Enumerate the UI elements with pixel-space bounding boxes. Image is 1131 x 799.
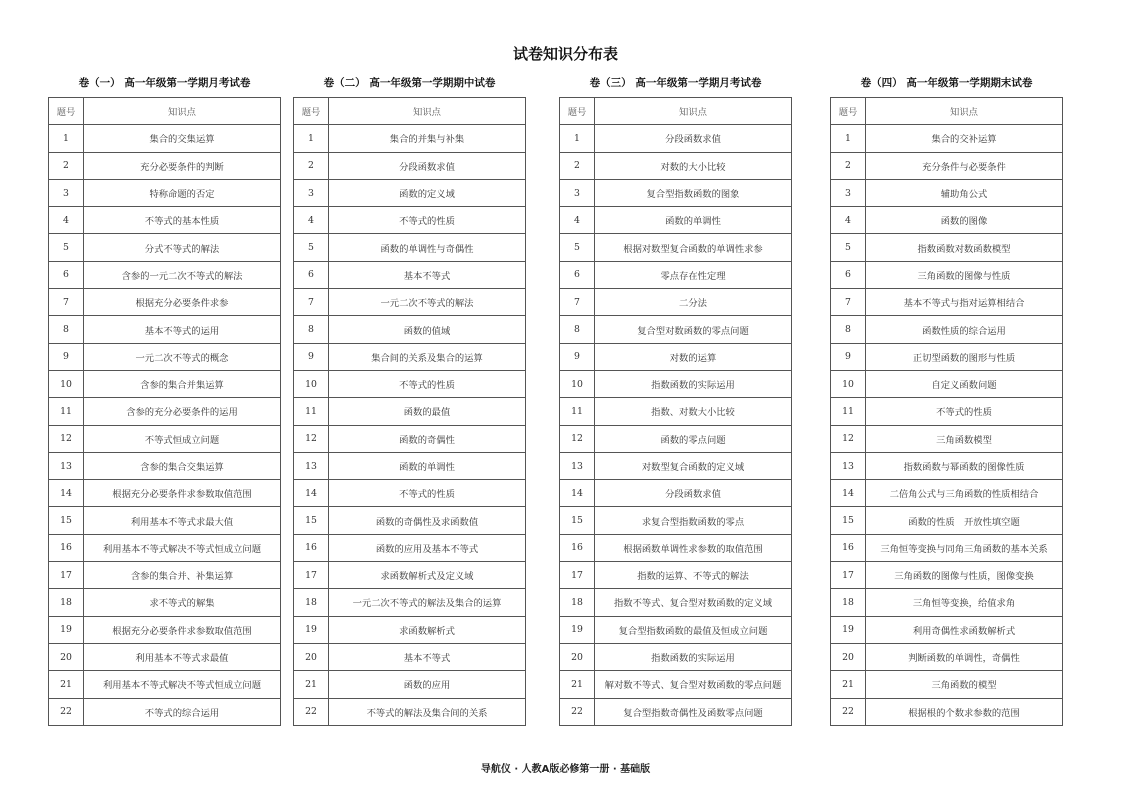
table-row [294,316,526,343]
knowledge-point: 一元二次不等式的解法 [329,289,526,316]
question-number: 20 [560,643,595,670]
question-number: 3 [294,179,329,206]
table-row [831,480,1063,507]
question-number: 8 [560,316,595,343]
table-row [49,534,281,561]
question-number: 1 [294,125,329,152]
table-row [294,261,526,288]
question-number: 10 [294,370,329,397]
question-number: 5 [560,234,595,261]
knowledge-point: 函数的应用 [329,671,526,698]
question-number: 12 [294,425,329,452]
table-row [49,398,281,425]
knowledge-point: 二分法 [595,289,792,316]
question-number: 2 [831,152,866,179]
exam-title: 卷（二） 高一年级第一学期期中试卷 [323,77,496,89]
question-number: 17 [49,562,84,589]
table-row [560,616,792,643]
table-row [560,125,792,152]
table-row [560,480,792,507]
knowledge-point: 根据充分必要条件求参数取值范围 [84,616,281,643]
question-number: 8 [49,316,84,343]
question-number: 10 [831,370,866,397]
knowledge-point: 根据充分必要条件求参数取值范围 [84,480,281,507]
knowledge-point: 一元二次不等式的解法及集合的运算 [329,589,526,616]
table-row [831,507,1063,534]
header-knowledge-point: 知识点 [595,98,792,125]
table-row [560,289,792,316]
table-row [49,289,281,316]
table-row [831,425,1063,452]
table-row [49,507,281,534]
question-number: 13 [49,452,84,479]
knowledge-point: 函数的值域 [329,316,526,343]
knowledge-point: 二倍角公式与三角函数的性质相结合 [866,480,1063,507]
question-number: 22 [294,698,329,725]
table-row [831,343,1063,370]
question-number: 14 [294,480,329,507]
question-number: 19 [49,616,84,643]
question-number: 11 [294,398,329,425]
knowledge-point: 函数的最值 [329,398,526,425]
knowledge-point: 函数的图像 [866,207,1063,234]
knowledge-point: 函数的奇偶性 [329,425,526,452]
question-number: 13 [831,452,866,479]
knowledge-point: 基本不等式的运用 [84,316,281,343]
exam-paper-4 [830,72,1063,726]
knowledge-point: 充分条件与必要条件 [866,152,1063,179]
knowledge-point: 利用基本不等式解决不等式恒成立问题 [84,671,281,698]
question-number: 1 [49,125,84,152]
knowledge-point: 根据根的个数求参数的范围 [866,698,1063,725]
table-row [294,125,526,152]
knowledge-point: 集合的并集与补集 [329,125,526,152]
knowledge-point: 指数、对数大小比较 [595,398,792,425]
table-row [560,698,792,725]
table-row [560,370,792,397]
knowledge-point: 判断函数的单调性，奇偶性 [866,643,1063,670]
table-row [49,370,281,397]
question-number: 15 [831,507,866,534]
table-row [831,671,1063,698]
knowledge-point: 含参的集合交集运算 [84,452,281,479]
question-number: 18 [49,589,84,616]
table-row [294,480,526,507]
knowledge-point: 不等式的性质 [866,398,1063,425]
question-number: 13 [560,452,595,479]
knowledge-point: 三角函数的图像与性质 [866,261,1063,288]
table-row [831,534,1063,561]
table-row [294,152,526,179]
table-row [831,562,1063,589]
knowledge-point: 根据函数单调性求参数的取值范围 [595,534,792,561]
question-number: 7 [560,289,595,316]
question-number: 7 [831,289,866,316]
table-row [294,207,526,234]
table-row [560,425,792,452]
knowledge-point: 解对数不等式、复合型对数函数的零点问题 [595,671,792,698]
knowledge-table [293,97,526,726]
knowledge-point: 对数的运算 [595,343,792,370]
table-row [294,234,526,261]
header-question-number: 题号 [294,98,329,125]
table-row [294,425,526,452]
question-number: 2 [560,152,595,179]
question-number: 18 [560,589,595,616]
table-row [560,562,792,589]
question-number: 20 [294,643,329,670]
question-number: 7 [294,289,329,316]
header-knowledge-point: 知识点 [866,98,1063,125]
table-row [294,589,526,616]
knowledge-point: 复合型指数函数的最值及恒成立问题 [595,616,792,643]
knowledge-point: 集合间的关系及集合的运算 [329,343,526,370]
knowledge-point: 含参的集合并、补集运算 [84,562,281,589]
exam-paper-2 [293,72,526,726]
table-row [831,616,1063,643]
question-number: 9 [294,343,329,370]
knowledge-point: 利用基本不等式求最大值 [84,507,281,534]
knowledge-point: 辅助角公式 [866,179,1063,206]
question-number: 4 [49,207,84,234]
knowledge-point: 指数的运算、不等式的解法 [595,562,792,589]
table-row [294,370,526,397]
question-number: 15 [49,507,84,534]
knowledge-point: 自定义函数问题 [866,370,1063,397]
question-number: 5 [294,234,329,261]
knowledge-point: 基本不等式 [329,643,526,670]
knowledge-point: 不等式的性质 [329,207,526,234]
question-number: 17 [294,562,329,589]
table-row [49,643,281,670]
table-row [831,289,1063,316]
knowledge-point: 不等式的基本性质 [84,207,281,234]
question-number: 4 [831,207,866,234]
table-row [831,589,1063,616]
question-number: 2 [49,152,84,179]
knowledge-point: 分段函数求值 [595,480,792,507]
knowledge-point: 函数的应用及基本不等式 [329,534,526,561]
question-number: 15 [294,507,329,534]
knowledge-point: 三角函数模型 [866,425,1063,452]
knowledge-point: 不等式的性质 [329,370,526,397]
knowledge-point: 分段函数求值 [595,125,792,152]
knowledge-point: 含参的一元二次不等式的解法 [84,261,281,288]
knowledge-point: 利用基本不等式求最值 [84,643,281,670]
question-number: 6 [831,261,866,288]
question-number: 9 [831,343,866,370]
table-row [560,316,792,343]
table-header-row [560,98,792,125]
header-knowledge-point: 知识点 [329,98,526,125]
knowledge-point: 求函数解析式 [329,616,526,643]
table-row [49,562,281,589]
question-number: 14 [49,480,84,507]
question-number: 1 [560,125,595,152]
page-title: 试卷知识分布表 [512,45,618,63]
table-header-row [49,98,281,125]
knowledge-point: 含参的充分必要条件的运用 [84,398,281,425]
question-number: 12 [831,425,866,452]
question-number: 19 [831,616,866,643]
table-row [560,589,792,616]
question-number: 10 [560,370,595,397]
table-row [49,425,281,452]
question-number: 5 [831,234,866,261]
exam-paper-3 [559,72,792,726]
question-number: 16 [49,534,84,561]
knowledge-point: 复合型指数奇偶性及函数零点问题 [595,698,792,725]
table-row [831,398,1063,425]
question-number: 14 [560,480,595,507]
table-row [49,480,281,507]
table-row [49,616,281,643]
knowledge-point: 三角恒等变换，给值求角 [866,589,1063,616]
question-number: 3 [560,179,595,206]
knowledge-point: 利用基本不等式解决不等式恒成立问题 [84,534,281,561]
question-number: 11 [560,398,595,425]
table-row [294,534,526,561]
table-header-row [294,98,526,125]
question-number: 12 [560,425,595,452]
knowledge-point: 集合的交集运算 [84,125,281,152]
table-row [560,398,792,425]
knowledge-point: 对数型复合函数的定义域 [595,452,792,479]
question-number: 8 [294,316,329,343]
question-number: 15 [560,507,595,534]
knowledge-point: 复合型对数函数的零点问题 [595,316,792,343]
knowledge-point: 函数的性质 开放性填空题 [866,507,1063,534]
table-row [49,234,281,261]
knowledge-point: 指数函数的实际运用 [595,643,792,670]
knowledge-point: 指数函数的实际运用 [595,370,792,397]
knowledge-point: 复合型指数函数的图象 [595,179,792,206]
question-number: 8 [831,316,866,343]
question-number: 6 [294,261,329,288]
knowledge-point: 指数函数与幂函数的图像性质 [866,452,1063,479]
table-header-row [831,98,1063,125]
table-row [49,589,281,616]
question-number: 22 [831,698,866,725]
knowledge-point: 正切型函数的图形与性质 [866,343,1063,370]
knowledge-point: 分式不等式的解法 [84,234,281,261]
knowledge-point: 三角恒等变换与同角三角函数的基本关系 [866,534,1063,561]
table-row [49,261,281,288]
table-row [294,343,526,370]
question-number: 19 [294,616,329,643]
knowledge-point: 零点存在性定理 [595,261,792,288]
table-row [560,152,792,179]
question-number: 2 [294,152,329,179]
knowledge-point: 函数的单调性 [329,452,526,479]
table-row [831,179,1063,206]
knowledge-point: 不等式的综合运用 [84,698,281,725]
knowledge-point: 函数的定义域 [329,179,526,206]
knowledge-table [559,97,792,726]
knowledge-point: 集合的交补运算 [866,125,1063,152]
question-number: 20 [831,643,866,670]
knowledge-point: 求不等式的解集 [84,589,281,616]
table-row [831,125,1063,152]
knowledge-point: 不等式恒成立问题 [84,425,281,452]
table-row [49,671,281,698]
question-number: 10 [49,370,84,397]
knowledge-point: 指数函数对数函数模型 [866,234,1063,261]
header-question-number: 题号 [831,98,866,125]
question-number: 6 [49,261,84,288]
table-row [831,452,1063,479]
question-number: 21 [831,671,866,698]
table-row [560,207,792,234]
table-row [294,452,526,479]
knowledge-point: 指数不等式、复合型对数函数的定义域 [595,589,792,616]
exam-title: 卷（三） 高一年级第一学期月考试卷 [589,77,762,89]
knowledge-point: 充分必要条件的判断 [84,152,281,179]
table-row [294,289,526,316]
question-number: 20 [49,643,84,670]
question-number: 3 [49,179,84,206]
knowledge-table [48,97,281,726]
question-number: 11 [831,398,866,425]
knowledge-point: 含参的集合并集运算 [84,370,281,397]
knowledge-table [830,97,1063,726]
question-number: 12 [49,425,84,452]
table-row [49,179,281,206]
table-row [294,398,526,425]
table-row [560,643,792,670]
table-row [560,234,792,261]
table-row [294,698,526,725]
question-number: 9 [560,343,595,370]
question-number: 22 [560,698,595,725]
knowledge-point: 函数的零点问题 [595,425,792,452]
question-number: 21 [560,671,595,698]
question-number: 21 [294,671,329,698]
knowledge-point: 一元二次不等式的概念 [84,343,281,370]
question-number: 17 [560,562,595,589]
question-number: 18 [294,589,329,616]
knowledge-point: 三角函数的图像与性质，图像变换 [866,562,1063,589]
table-row [294,562,526,589]
knowledge-point: 求函数解析式及定义域 [329,562,526,589]
table-row [831,207,1063,234]
header-question-number: 题号 [560,98,595,125]
table-row [294,643,526,670]
question-number: 1 [831,125,866,152]
knowledge-point: 基本不等式与指对运算相结合 [866,289,1063,316]
table-row [560,343,792,370]
question-number: 5 [49,234,84,261]
knowledge-point: 函数的单调性与奇偶性 [329,234,526,261]
page-footer: 导航仪 · 人教A版必修第一册 · 基础版 [480,764,651,775]
knowledge-point: 基本不等式 [329,261,526,288]
table-row [831,698,1063,725]
table-row [49,698,281,725]
knowledge-point: 函数的奇偶性及求函数值 [329,507,526,534]
table-row [831,370,1063,397]
question-number: 9 [49,343,84,370]
header-knowledge-point: 知识点 [84,98,281,125]
table-row [831,234,1063,261]
exam-title: 卷（四） 高一年级第一学期期末试卷 [860,77,1033,89]
knowledge-point: 求复合型指数函数的零点 [595,507,792,534]
knowledge-point: 不等式的解法及集合间的关系 [329,698,526,725]
table-row [560,261,792,288]
table-row [831,643,1063,670]
knowledge-point: 利用奇偶性求函数解析式 [866,616,1063,643]
table-row [49,125,281,152]
table-row [560,671,792,698]
knowledge-point: 三角函数的模型 [866,671,1063,698]
header-question-number: 题号 [49,98,84,125]
knowledge-point: 分段函数求值 [329,152,526,179]
table-row [294,179,526,206]
table-row [294,616,526,643]
question-number: 13 [294,452,329,479]
question-number: 22 [49,698,84,725]
table-row [831,152,1063,179]
knowledge-point: 不等式的性质 [329,480,526,507]
question-number: 17 [831,562,866,589]
question-number: 11 [49,398,84,425]
table-row [49,452,281,479]
knowledge-point: 根据充分必要条件求参 [84,289,281,316]
table-row [49,316,281,343]
table-row [560,534,792,561]
question-number: 4 [294,207,329,234]
table-row [831,316,1063,343]
knowledge-point: 特称命题的否定 [84,179,281,206]
question-number: 21 [49,671,84,698]
question-number: 3 [831,179,866,206]
question-number: 16 [294,534,329,561]
question-number: 16 [831,534,866,561]
table-row [49,152,281,179]
table-row [49,343,281,370]
question-number: 18 [831,589,866,616]
question-number: 14 [831,480,866,507]
question-number: 4 [560,207,595,234]
question-number: 19 [560,616,595,643]
question-number: 6 [560,261,595,288]
exam-title: 卷（一） 高一年级第一学期月考试卷 [78,77,251,89]
knowledge-point: 对数的大小比较 [595,152,792,179]
table-row [560,179,792,206]
table-row [49,207,281,234]
exam-paper-1 [48,72,281,726]
table-row [831,261,1063,288]
knowledge-point: 函数的单调性 [595,207,792,234]
knowledge-point: 函数性质的综合运用 [866,316,1063,343]
table-row [560,452,792,479]
knowledge-point: 根据对数型复合函数的单调性求参 [595,234,792,261]
table-row [294,507,526,534]
question-number: 16 [560,534,595,561]
table-row [560,507,792,534]
table-row [294,671,526,698]
question-number: 7 [49,289,84,316]
